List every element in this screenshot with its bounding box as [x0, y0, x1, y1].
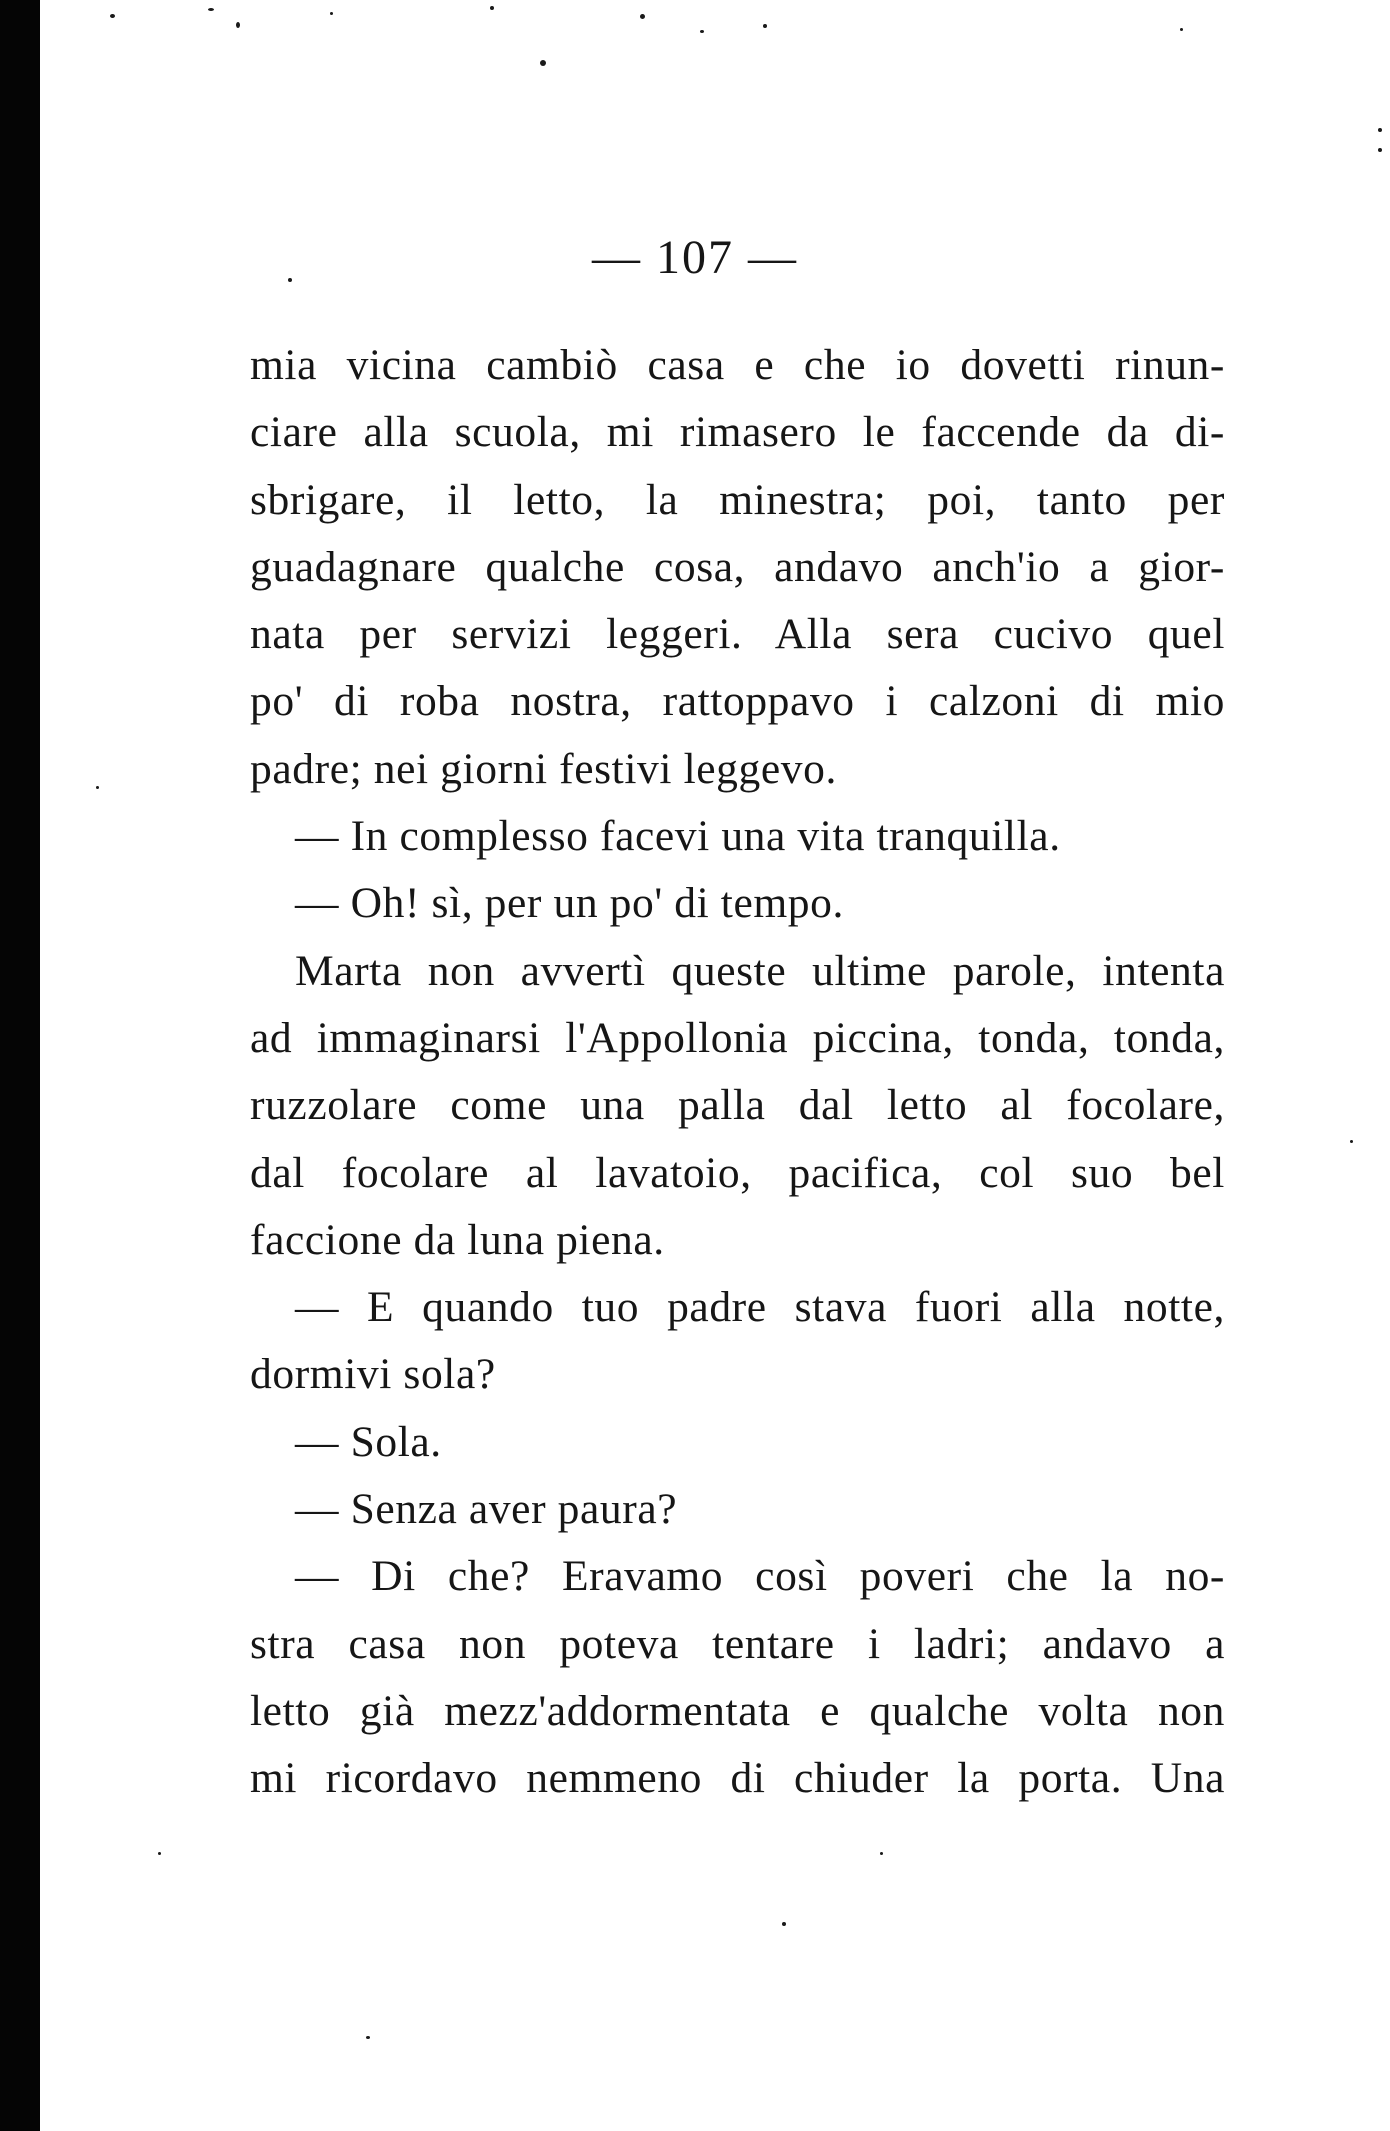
page-number: — 107 —: [592, 231, 798, 284]
text-line: nata per servizi leggeri. Alla sera cucivo quel: [250, 610, 1225, 659]
dialogue-line: — Senza aver paura?: [295, 1485, 678, 1534]
text-line: letto già mezz'addormentata e qualche volta non: [250, 1686, 1225, 1735]
scan-speck: [640, 14, 645, 19]
text-line: po' di roba nostra, rattoppavo i calzoni di mio: [250, 677, 1225, 726]
scan-speck: [763, 24, 767, 28]
text-line: dormivi sola?: [250, 1350, 496, 1399]
scan-speck: [1378, 148, 1382, 152]
scan-speck: [1180, 28, 1183, 31]
scan-speck: [208, 8, 214, 11]
text-line: Marta non avvertì queste ultime parole, intenta: [295, 946, 1225, 995]
scan-speck: [110, 14, 115, 18]
scan-speck: [158, 1852, 161, 1855]
scan-speck: [540, 60, 546, 66]
text-line: ciare alla scuola, mi rimasero le faccende da di-: [250, 408, 1225, 457]
scan-speck: [490, 6, 494, 10]
scan-speck: [366, 2036, 370, 2039]
scan-speck: [782, 1922, 786, 1926]
scan-speck: [330, 12, 333, 15]
dialogue-line: — In complesso facevi una vita tranquilla.: [295, 812, 1061, 861]
scan-speck: [1350, 1140, 1353, 1143]
text-line: mia vicina cambiò casa e che io dovetti rinun-: [250, 341, 1225, 389]
text-line: mi ricordavo nemmeno di chiuder la porta. Una: [250, 1754, 1225, 1803]
scan-speck: [1378, 128, 1382, 132]
scan-speck: [700, 30, 704, 33]
scan-speck: [96, 786, 99, 789]
dialogue-line: — Sola.: [295, 1417, 442, 1466]
text-line: dal focolare al lavatoio, pacifica, col suo bel: [250, 1148, 1225, 1197]
binding-edge: [0, 0, 40, 2131]
dialogue-line: — Di che? Eravamo così poveri che la no-: [295, 1552, 1225, 1601]
text-line: guadagnare qualche cosa, andavo anch'io a gior-: [250, 542, 1225, 591]
dialogue-line: — E quando tuo padre stava fuori alla notte,: [295, 1283, 1225, 1332]
text-line: padre; nei giorni festivi leggevo.: [250, 744, 837, 793]
text-line: sbrigare, il letto, la minestra; poi, tanto per: [250, 475, 1225, 524]
dialogue-line: — Oh! sì, per un po' di tempo.: [295, 879, 844, 928]
body-text: [250, 332, 1225, 1813]
text-line: faccione da luna piena.: [250, 1215, 665, 1264]
text-line: ad immaginarsi l'Appollonia piccina, tonda, tonda,: [250, 1013, 1225, 1062]
text-line: stra casa non poteva tentare i ladri; andavo a: [250, 1619, 1225, 1668]
scan-speck: [880, 1852, 883, 1855]
scan-speck: [236, 22, 240, 28]
text-line: ruzzolare come una palla dal letto al focolare,: [250, 1081, 1225, 1130]
